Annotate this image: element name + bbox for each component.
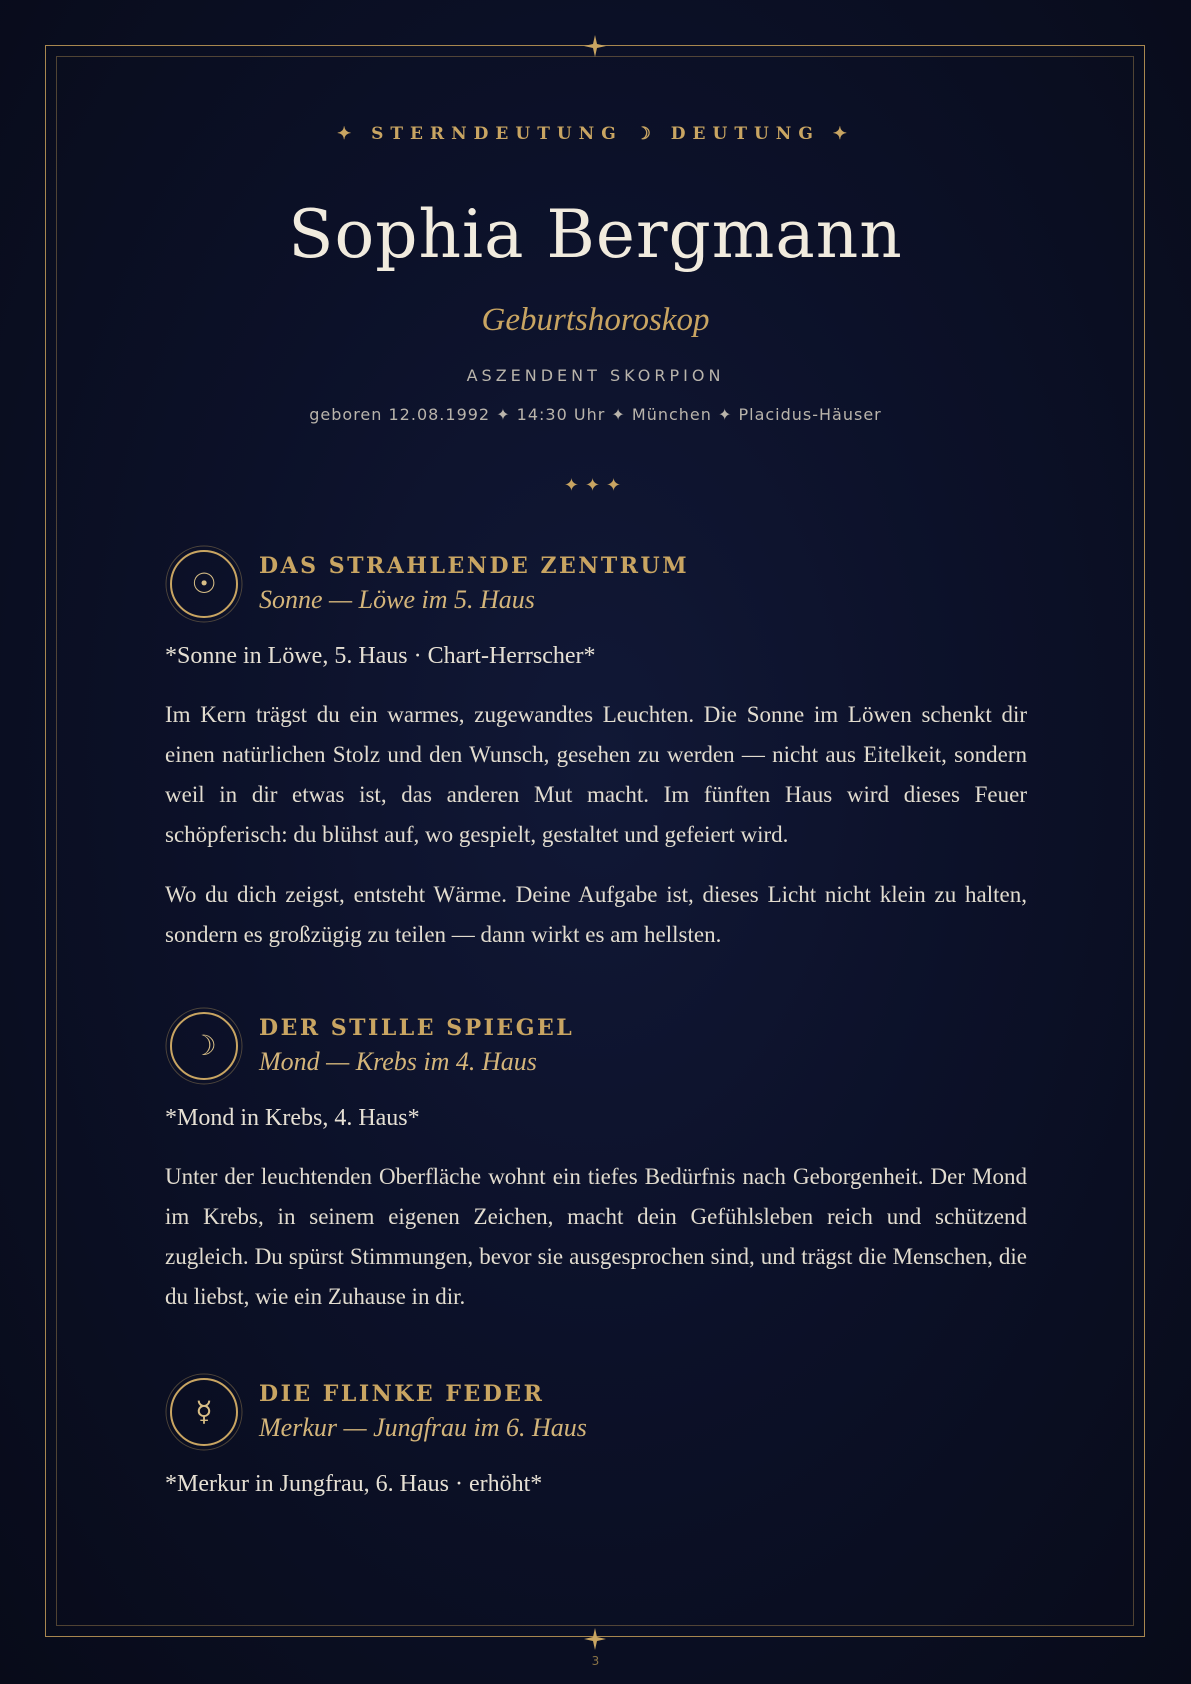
moon-emblem xyxy=(165,1007,243,1085)
section-paragraph: Unter der leuchtenden Oberfläche wohnt ein tiefes Bedürfnis nach Geborgenheit. Der Mond im Krebs, in seinem eigenen Zeichen, macht dein Gefühlsleben reich und schützend zugleich. Du spürst Stimmungen, bevor sie ausgesprochen sind, und trägst die Menschen, die du liebst, wie ein Zuhause in dir. xyxy=(165,1164,1027,1309)
frame-star-top-icon xyxy=(583,34,607,58)
ascendant-label: ASZENDENT SKORPION xyxy=(466,366,725,385)
section-tag: *Mond in Krebs, 4. Haus* xyxy=(165,1105,420,1131)
sun-emblem xyxy=(165,545,243,623)
section-subtitle: Merkur — Jungfrau im 6. Haus xyxy=(259,1413,587,1442)
frame-star-bottom-icon xyxy=(583,1627,607,1651)
mercury-emblem xyxy=(165,1373,243,1451)
ornament-divider: ✦✦✦ xyxy=(563,475,628,495)
section-tag: *Merkur in Jungfrau, 6. Haus · erhöht* xyxy=(165,1471,543,1497)
sun-icon: ☉ xyxy=(191,567,217,600)
section-paragraph: Im Kern trägst du ein warmes, zugewandtes Leuchten. Die Sonne im Löwen schenkt dir einen natürlichen Stolz und den Wunsch, gesehen zu werden — nicht aus Eitelkeit, sondern weil in dir etwas ist, das anderen Mut macht. Im fünften Haus wird dieses Feuer schöpferisch: du blühst auf, wo gespielt, gestaltet und gefeiert wird. xyxy=(165,702,1027,847)
moon-icon: ☽ xyxy=(191,1029,217,1062)
birth-details: geboren 12.08.1992 ✦ 14:30 Uhr ✦ München ✦ Placidus-Häuser xyxy=(309,405,882,424)
section-subtitle: Sonne — Löwe im 5. Haus xyxy=(259,585,535,614)
section-tag: *Sonne in Löwe, 5. Haus · Chart-Herrscher* xyxy=(165,643,596,669)
eyebrow-heading: ✦ STERNDEUTUNG ☽ DEUTUNG ✦ xyxy=(336,124,855,144)
mercury-icon: ☿ xyxy=(195,1395,213,1428)
section-paragraph: Wo du dich zeigst, entsteht Wärme. Deine Aufgabe ist, dieses Licht nicht klein zu halten, sondern es großzügig zu teilen — dann wirkt es am hellsten. xyxy=(165,882,1027,947)
document-subtitle: Geburtshoroskop xyxy=(481,302,710,338)
page-number: 3 xyxy=(591,1654,600,1668)
person-name: Sophia Bergmann xyxy=(288,196,903,273)
section-title: DER STILLE SPIEGEL xyxy=(259,1015,575,1041)
section-subtitle: Mond — Krebs im 4. Haus xyxy=(259,1047,537,1076)
section-title: DIE FLINKE FEDER xyxy=(259,1381,545,1407)
section-title: DAS STRAHLENDE ZENTRUM xyxy=(259,553,690,579)
